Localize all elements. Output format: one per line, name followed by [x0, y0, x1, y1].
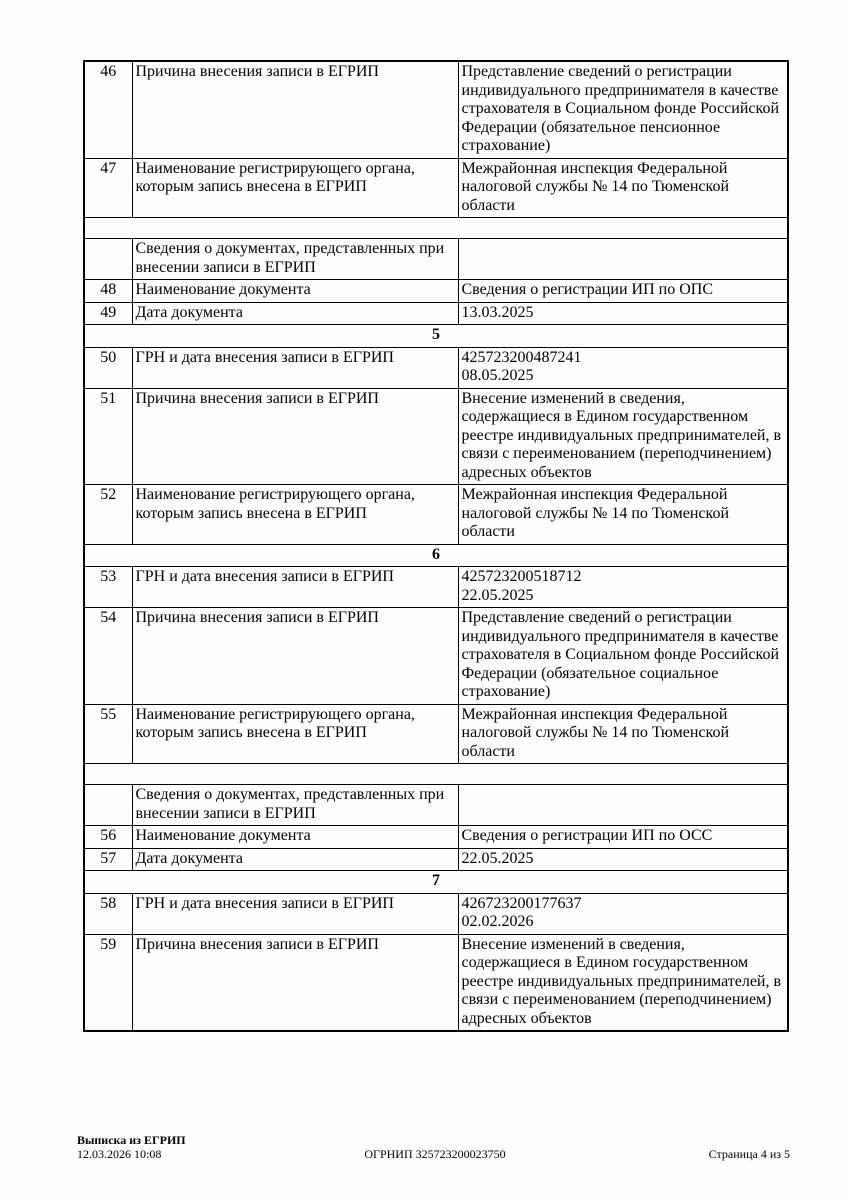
row-label-cell: Дата документа [132, 848, 458, 871]
row-label-cell: Дата документа [132, 302, 458, 325]
table-row [84, 826, 788, 849]
value-line: 425723200518712 [461, 568, 582, 585]
row-value-cell: Межрайонная инспекция Федеральной налоговой службы № 14 по Тюменской области [458, 704, 788, 764]
value-line: 08.05.2025 [461, 367, 534, 384]
row-value-cell [458, 893, 788, 934]
footer-datetime: 12.03.2026 10:08 [77, 1147, 162, 1161]
table-row [84, 302, 788, 325]
table-row [84, 280, 788, 303]
spacer-cell [84, 764, 788, 785]
row-number-cell: 52 [84, 485, 132, 545]
section-row [84, 871, 788, 894]
row-label-cell: ГРН и дата внесения записи в ЕГРИП [132, 893, 458, 934]
section-row [84, 325, 788, 348]
row-label-cell: ГРН и дата внесения записи в ЕГРИП [132, 567, 458, 608]
row-label-cell: Наименование документа [132, 826, 458, 849]
section-row [84, 544, 788, 567]
spacer-row [84, 218, 788, 239]
row-label-cell: ГРН и дата внесения записи в ЕГРИП [132, 347, 458, 388]
row-value-cell: Межрайонная инспекция Федеральной налоговой службы № 14 по Тюменской области [458, 158, 788, 218]
value-line: 02.02.2026 [461, 913, 534, 930]
table-row [84, 567, 788, 608]
table-row [84, 704, 788, 764]
document-table [83, 60, 789, 1032]
row-number-cell: 55 [84, 704, 132, 764]
row-value-cell: Внесение изменений в сведения, содержащиеся в Едином государственном реестре индивидуальных предпринимателей, в связи с переименованием (переподчинением) адресных объектов [458, 934, 788, 1031]
subheader-label-cell: Сведения о документах, представленных при внесении записи в ЕГРИП [132, 239, 458, 280]
row-value-cell [458, 347, 788, 388]
row-label-cell: Причина внесения записи в ЕГРИП [132, 388, 458, 485]
value-line: 426723200177637 [461, 894, 582, 912]
spacer-row [84, 764, 788, 785]
row-number-cell: 54 [84, 608, 132, 705]
row-value-cell: Представление сведений о регистрации индивидуального предпринимателя в качестве страхователя в Социальном фонде Российской Федерации (обязательное социальное страхование) [458, 608, 788, 705]
row-number-cell: 53 [84, 567, 132, 608]
row-number-cell: 46 [84, 61, 132, 158]
row-label-cell: Причина внесения записи в ЕГРИП [132, 608, 458, 705]
row-value-cell: Внесение изменений в сведения, содержащиеся в Едином государственном реестре индивидуальных предпринимателей, в связи с переименованием (переподчинением) адресных объектов [458, 388, 788, 485]
section-number: 6 [84, 544, 788, 567]
row-label-cell: Причина внесения записи в ЕГРИП [132, 61, 458, 158]
table-row [84, 61, 788, 158]
row-value-cell: Сведения о регистрации ИП по ОПС [458, 280, 788, 303]
footer-doc-type: Выписка из ЕГРИП [77, 1133, 186, 1147]
row-label-cell: Причина внесения записи в ЕГРИП [132, 934, 458, 1031]
row-value-cell: Сведения о регистрации ИП по ОСС [458, 826, 788, 849]
row-value-cell [458, 239, 788, 280]
row-label-cell: Наименование регистрирующего органа, которым запись внесена в ЕГРИП [132, 158, 458, 218]
table-row [84, 485, 788, 545]
table-row [84, 388, 788, 485]
row-number-cell: 49 [84, 302, 132, 325]
row-value-cell [458, 567, 788, 608]
row-value-cell: 22.05.2025 [458, 848, 788, 871]
row-value-cell [458, 785, 788, 826]
footer-page-indicator: Страница 4 из 5 [708, 1147, 790, 1161]
subheader-row [84, 785, 788, 826]
row-number-cell: 48 [84, 280, 132, 303]
row-label-cell: Наименование документа [132, 280, 458, 303]
row-number-cell: 57 [84, 848, 132, 871]
section-number: 5 [84, 325, 788, 348]
section-number: 7 [84, 871, 788, 894]
table-row [84, 158, 788, 218]
table-row [84, 608, 788, 705]
value-line: 425723200487241 [461, 348, 582, 366]
row-value-cell: Представление сведений о регистрации индивидуального предпринимателя в качестве страхователя в Социальном фонде Российской Федерации (обязательное пенсионное страхование) [458, 61, 788, 158]
row-number-cell [84, 239, 132, 280]
subheader-label-cell: Сведения о документах, представленных при внесении записи в ЕГРИП [132, 785, 458, 826]
value-line: 22.05.2025 [461, 586, 534, 604]
row-label-cell: Наименование регистрирующего органа, которым запись внесена в ЕГРИП [132, 485, 458, 545]
row-number-cell: 56 [84, 826, 132, 849]
row-number-cell: 50 [84, 347, 132, 388]
row-value-cell: 13.03.2025 [458, 302, 788, 325]
row-number-cell: 58 [84, 893, 132, 934]
footer-ogrnip: ОГРНИП 325723200023750 [364, 1147, 506, 1161]
table-row [84, 347, 788, 388]
table-row [84, 934, 788, 1031]
table-row [84, 893, 788, 934]
row-number-cell [84, 785, 132, 826]
spacer-cell [84, 218, 788, 239]
row-label-cell: Наименование регистрирующего органа, которым запись внесена в ЕГРИП [132, 704, 458, 764]
row-number-cell: 47 [84, 158, 132, 218]
document-table-body [84, 61, 788, 1031]
row-number-cell: 51 [84, 388, 132, 485]
table-row [84, 848, 788, 871]
subheader-row [84, 239, 788, 280]
row-value-cell: Межрайонная инспекция Федеральной налоговой службы № 14 по Тюменской области [458, 485, 788, 545]
row-number-cell: 59 [84, 934, 132, 1031]
